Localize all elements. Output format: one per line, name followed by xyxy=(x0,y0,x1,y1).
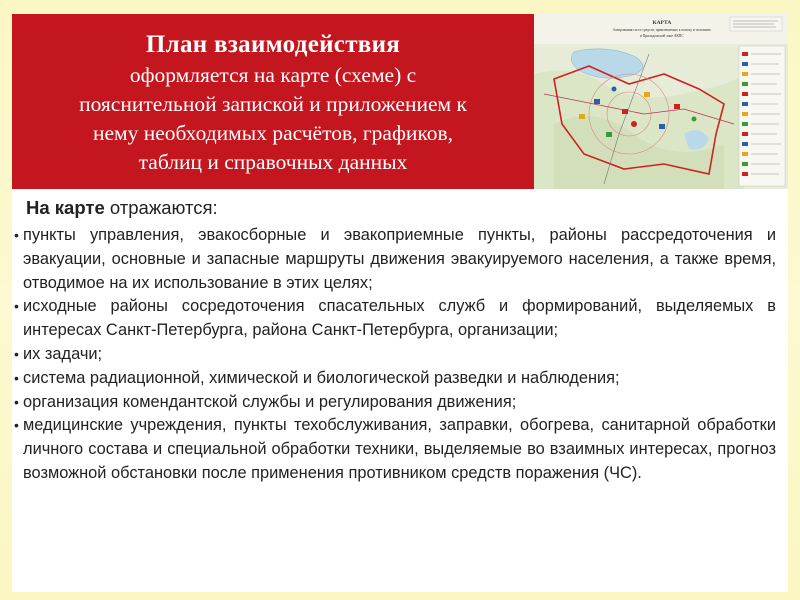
subtitle-line: пояснительной запиской и приложением к xyxy=(79,92,467,116)
lead-rest: отражаются: xyxy=(104,197,218,218)
title-banner xyxy=(12,14,534,189)
map-subtitle: в Приладожской зоне АКПС xyxy=(640,34,684,38)
list-item: • пункты управления, эвакосборные и эвакоприемные пункты, районы рассредоточения и эвакуации, основные и запасные маршруты движения эвакуируемого населения, а также время, отводимое на их использование в этих целях; xyxy=(16,224,776,295)
list-item: • исходные районы сосредоточения спасательных служб и формирований, выделяемых в интересах Санкт-Петербурга, района Санкт-Петербурга, организации; xyxy=(16,295,776,343)
bullet-list xyxy=(16,224,776,486)
subtitle-line: оформляется на карте (схеме) с xyxy=(129,63,417,87)
lead-text xyxy=(26,196,776,220)
list-item: • их задачи; xyxy=(16,343,776,367)
list-item: • система радиационной, химической и биологической разведки и наблюдения; xyxy=(16,367,776,391)
map-title: КАРТА xyxy=(652,20,672,26)
map-subtitle: базирования сил и средств, привлекаемых к поиску и спасанию xyxy=(613,28,711,32)
list-item: • организация комендантской службы и регулирования движения; xyxy=(16,391,776,415)
subtitle-line: нему необходимых расчётов, графиков, xyxy=(92,121,454,145)
page-title: План взаимодействия xyxy=(145,31,401,58)
list-item: • медицинские учреждения, пункты техобслуживания, заправки, обогрева, санитарной обработки личного состава и специальной обработки техники, выделяемые во взаимных интересах, прогноз возможной обстановки после применения противником средств поражения (ЧС). xyxy=(16,414,776,485)
subtitle-line: таблиц и справочных данных xyxy=(138,150,408,174)
map-illustration xyxy=(534,14,788,189)
map-image xyxy=(534,14,788,189)
main-content xyxy=(16,196,776,486)
lead-bold: На карте xyxy=(26,197,105,218)
subtitle xyxy=(12,61,534,177)
